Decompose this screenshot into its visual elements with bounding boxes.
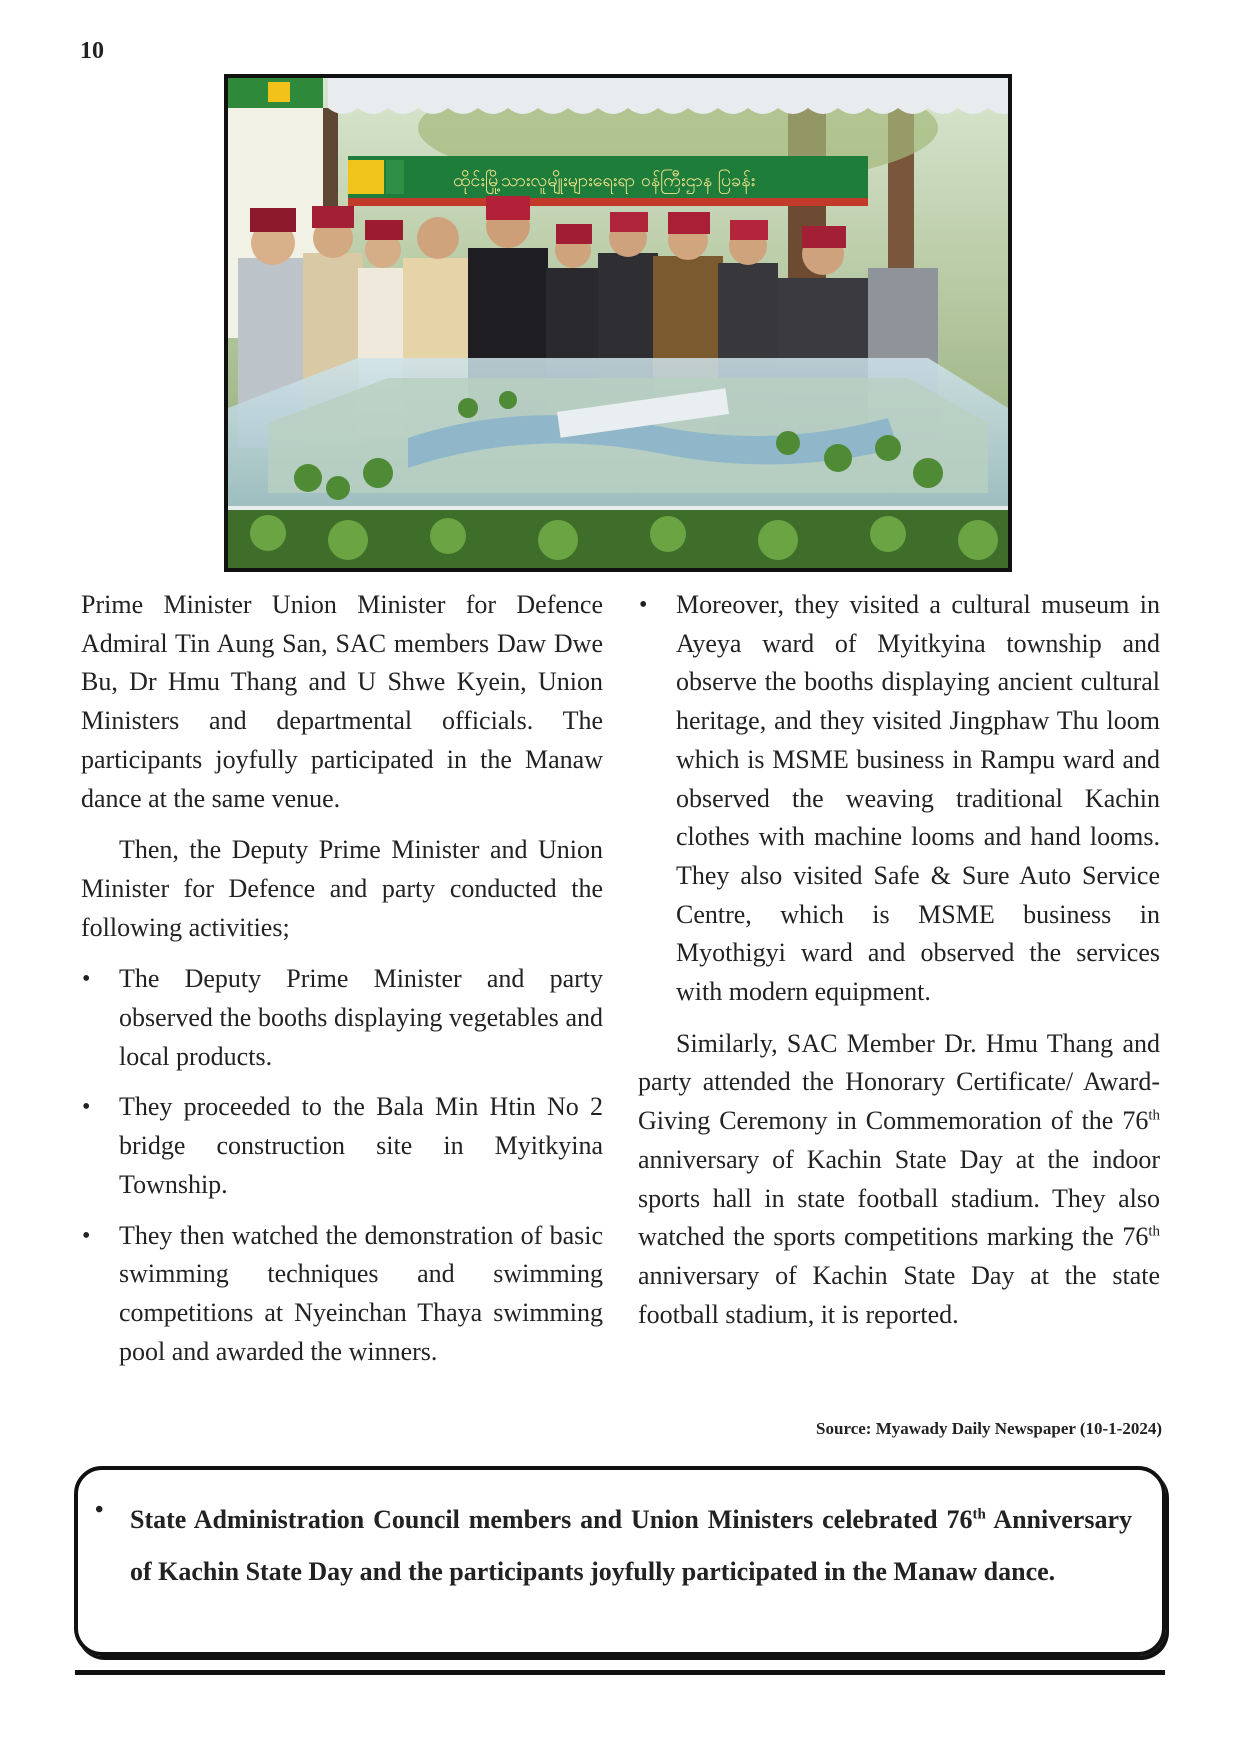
event-photo-illustration: [228, 78, 1008, 568]
paragraph-text: Similarly, SAC Member Dr. Hmu Thang and party attended the Honorary Certificate/ Award-Giving Ceremony in Commemoration of the 76: [638, 1028, 1160, 1136]
superscript: th: [972, 1506, 986, 1523]
list-item-text: Moreover, they visited a cultural museum in Ayeya ward of Myitkyina township and observe the booths displaying ancient cultural heritage, and they visited Jingphaw Thu loom which is MSME business in Rampu ward and observed the weaving traditional Kachin clothes with machine looms and hand looms. They also visited Safe & Sure Auto Service Centre, which is MSME business in Myothigyi ward and observed the services with modern equipment.: [676, 590, 1160, 1007]
bullet-icon: •: [82, 1094, 91, 1121]
bottom-divider: [75, 1670, 1165, 1675]
source-credit: Source: Myawady Daily Newspaper (10-1-2024): [816, 1419, 1162, 1438]
superscript: th: [1148, 1107, 1160, 1124]
paragraph: [638, 1025, 1160, 1335]
list-item: [81, 960, 603, 1076]
paragraph: Prime Minister Union Minister for Defence Admiral Tin Aung San, SAC members Daw Dwe Bu, Dr Hmu Thang and U Shwe Kyein, Union Ministers and departmental officials. The participants joyfully participated in the Manaw dance at the same venue.: [81, 590, 603, 813]
list-item-text: The Deputy Prime Minister and party observed the booths displaying vegetables and local products.: [119, 964, 603, 1071]
summary-text-part: State Administration Council members and Union Ministers celebrated 76: [130, 1505, 973, 1534]
paragraph-text: anniversary of Kachin State Day at the state football stadium, it is reported.: [638, 1260, 1160, 1329]
bullet-icon: •: [639, 592, 648, 618]
list-item: [81, 1217, 603, 1372]
bullet-icon: •: [82, 966, 91, 993]
bullet-icon: •: [82, 1222, 91, 1249]
list-item-text: They proceeded to the Bala Min Htin No 2 bridge construction site in Myitkyina Township.: [119, 1092, 603, 1199]
list-item-text: They then watched the demonstration of basic swimming techniques and swimming competitions at Nyeinchan Thaya swimming pool and awarded the winners.: [119, 1220, 603, 1366]
banner-text: ထိုင်းမြို့သားလူမျိုးများရေးရာ ဝန်ကြီးဌာန ပြခန်း: [453, 170, 756, 191]
event-photo: [224, 74, 1012, 572]
activity-list: [81, 960, 603, 1371]
right-column: [638, 586, 1160, 1347]
summary-text: [130, 1494, 1132, 1598]
superscript: th: [1148, 1223, 1160, 1240]
bullet-icon: •: [95, 1497, 104, 1523]
summary-box: [74, 1466, 1166, 1656]
list-item: [81, 1088, 603, 1204]
paragraph: Then, the Deputy Prime Minister and Union Minister for Defence and party conducted the following activities;: [81, 835, 603, 942]
page-number: 10: [80, 38, 104, 64]
list-item: [638, 586, 1160, 1012]
activity-list: [638, 586, 1160, 1012]
left-column: [81, 586, 603, 1384]
summary-text-part: Anniversary of Kachin State Day and the participants joyfully participated in the Manaw dance.: [130, 1505, 1132, 1586]
paragraph-text: anniversary of Kachin State Day at the indoor sports hall in state football stadium. They also watched the sports competitions marking the 76: [638, 1144, 1160, 1252]
